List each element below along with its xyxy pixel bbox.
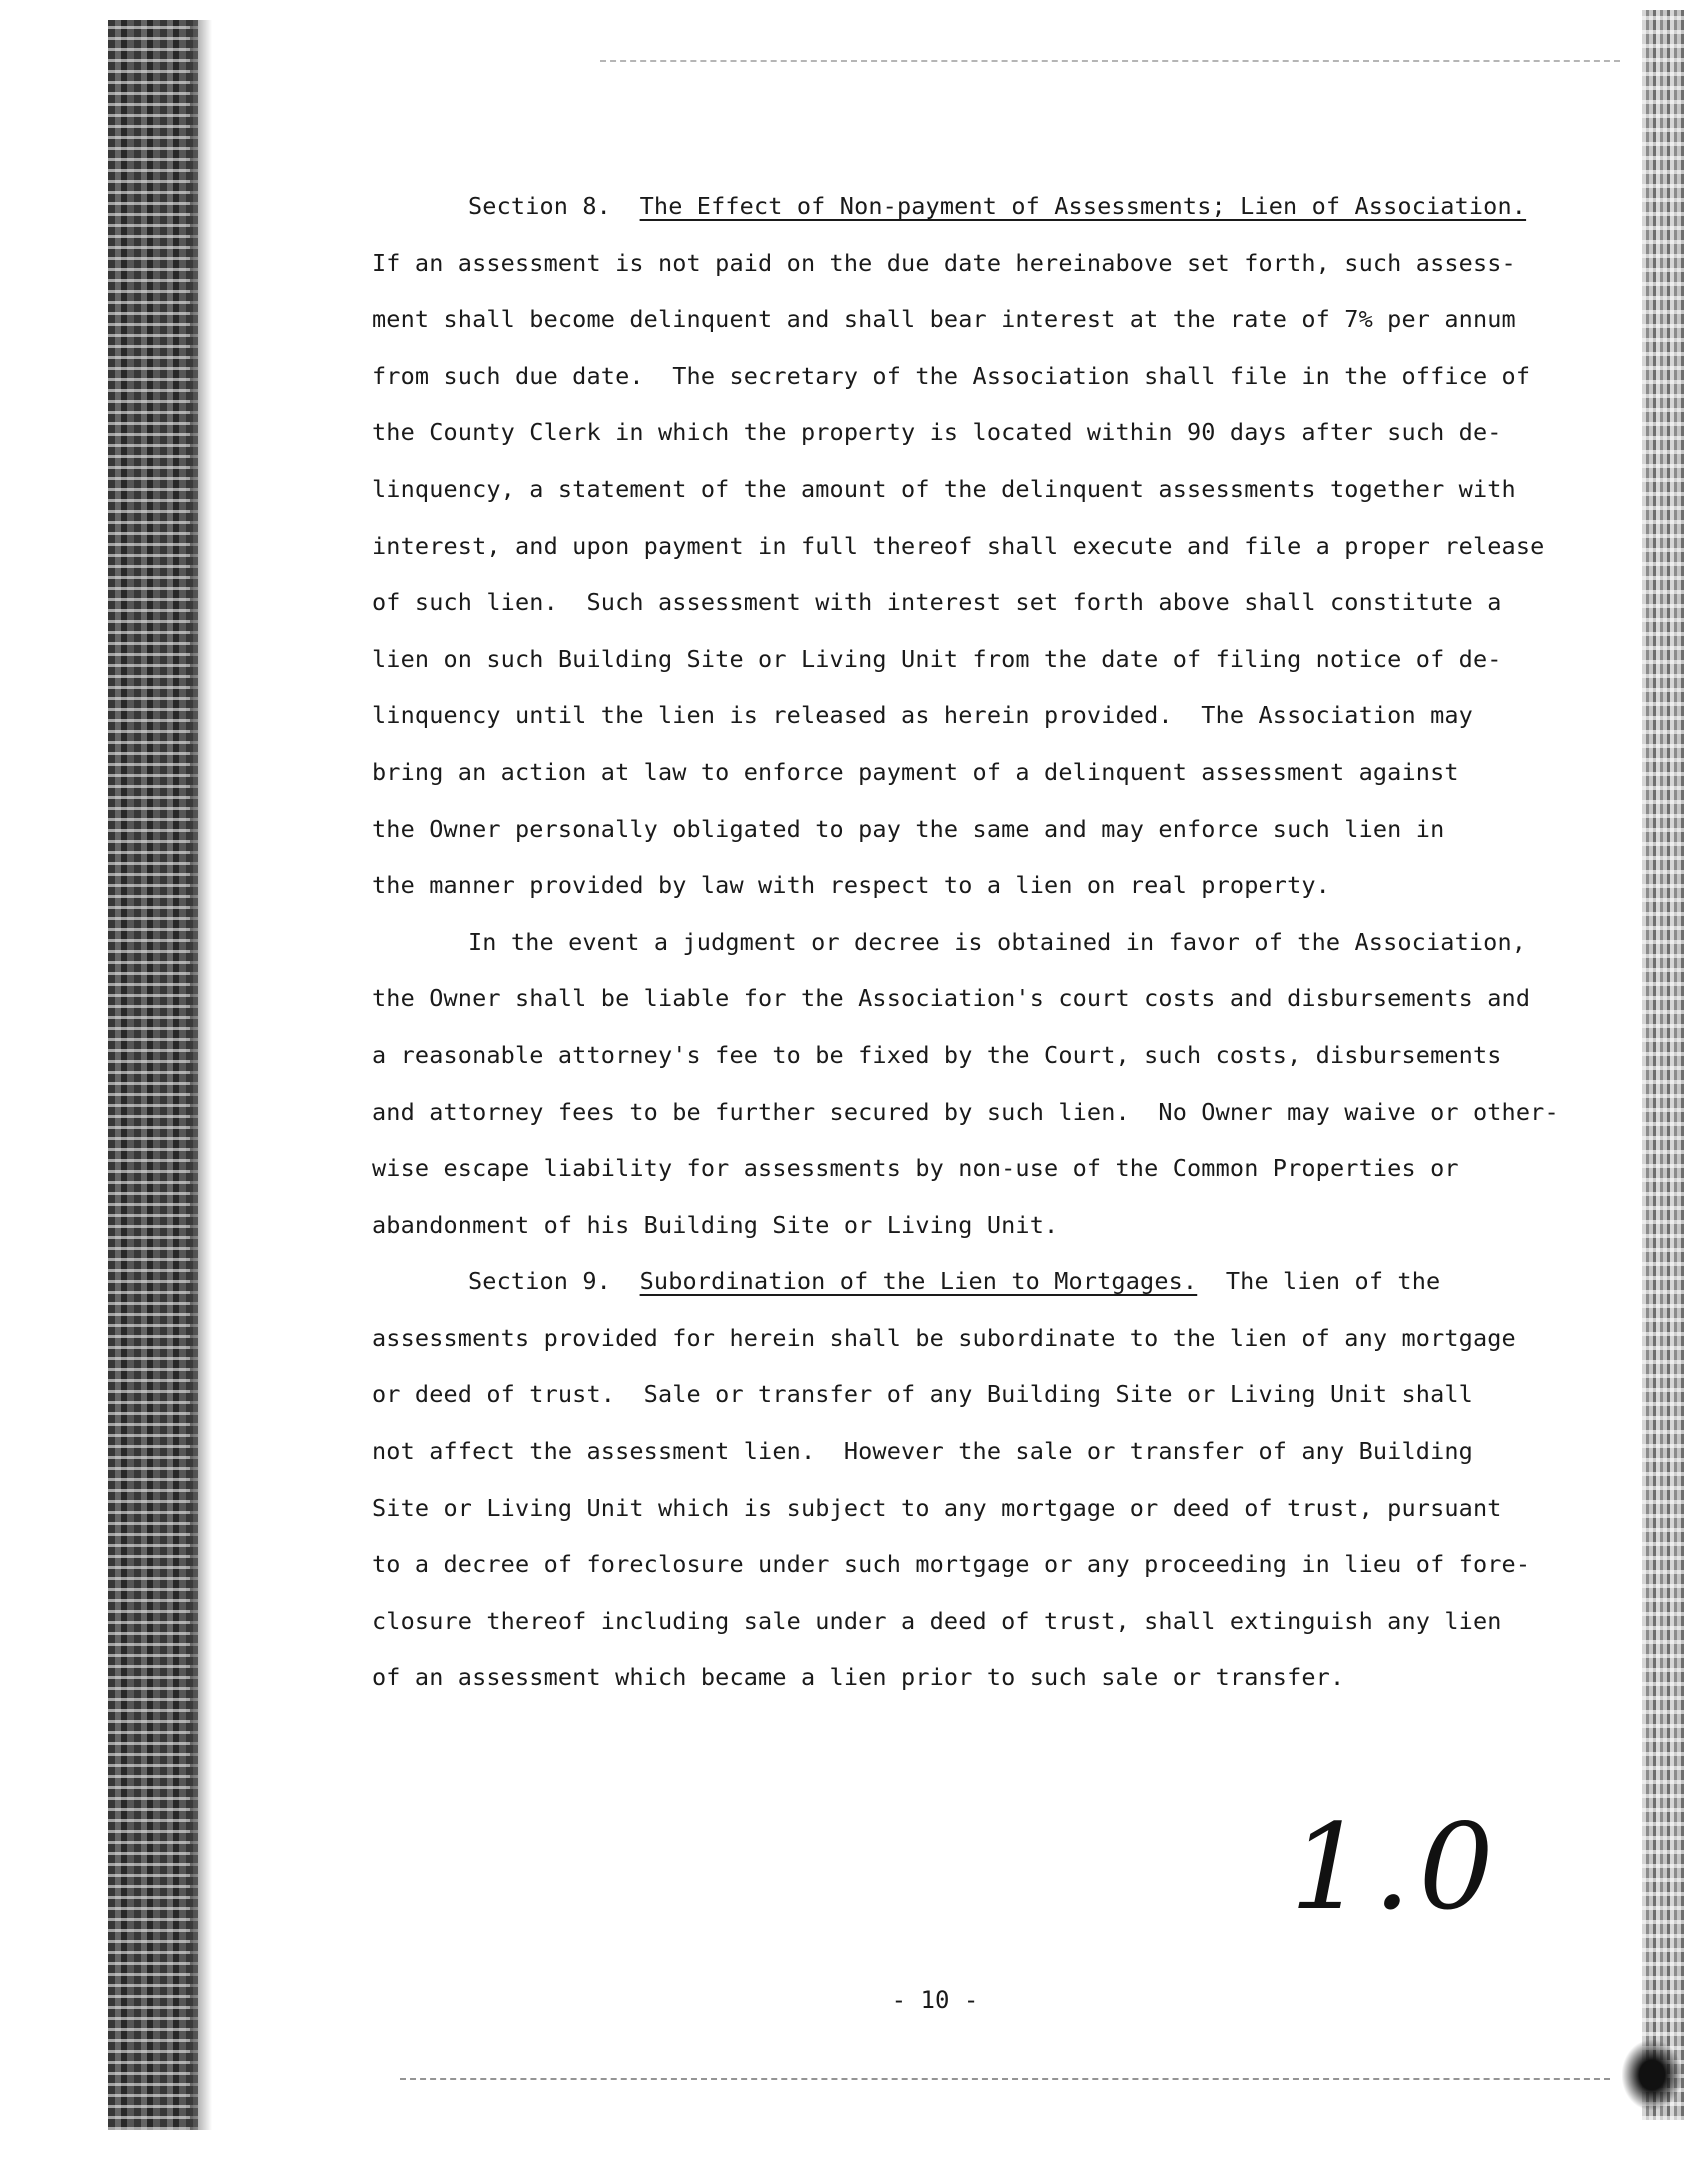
section-8-line: the County Clerk in which the property is located within 90 days after such de- (372, 418, 1502, 447)
section-8-paragraph-2-line: In the event a judgment or decree is obtained in favor of the Association, (468, 927, 1527, 956)
section-9-title: Subordination of the Lien to Mortgages. (639, 1267, 1198, 1296)
section-9-line: closure thereof including sale under a deed of trust, shall extinguish any lien (372, 1606, 1502, 1635)
scan-left-edge-shadow (108, 20, 198, 2130)
section-8-line: of such lien. Such assessment with interest set forth above shall constitute a (372, 588, 1502, 617)
section-9-heading-rest: The lien of the (1225, 1267, 1441, 1296)
section-8-title: The Effect of Non-payment of Assessments; Lien of Association. (639, 192, 1527, 220)
section-9-line: or deed of trust. Sale or transfer of any Building Site or Living Unit shall (372, 1380, 1473, 1409)
section-8-line: linquency until the lien is released as herein provided. The Association may (372, 701, 1473, 730)
document-body (372, 178, 1622, 1706)
section-8-line: the manner provided by law with respect to a lien on real property. (372, 871, 1330, 900)
scan-right-edge-shadow (1642, 10, 1684, 2120)
section-8-paragraph-2-line: the Owner shall be liable for the Association's court costs and disbursements and (372, 984, 1531, 1013)
section-8-line: If an assessment is not paid on the due date hereinabove set forth, such assess- (372, 248, 1516, 277)
section-9-heading (372, 1253, 1622, 1310)
section-8-paragraph-2-line: and attorney fees to be further secured by such lien. No Owner may waive or other- (372, 1097, 1559, 1126)
section-9-line: to a decree of foreclosure under such mortgage or any proceeding in lieu of fore- (372, 1550, 1531, 1579)
section-8-label: Section 8. (468, 192, 611, 220)
section-9-line: not affect the assessment lien. However the sale or transfer of any Building (372, 1437, 1473, 1466)
section-9-line: Site or Living Unit which is subject to any mortgage or deed of trust, pursuant (372, 1493, 1502, 1522)
scan-corner-blot (1622, 2040, 1682, 2110)
handwritten-page-number: 1.0 (1290, 1798, 1502, 1936)
section-8-line: ment shall become delinquent and shall bear interest at the rate of 7% per annum (372, 305, 1516, 334)
section-8-line: interest, and upon payment in full thereof shall execute and file a proper release (372, 531, 1545, 560)
scan-left-edge-fade (190, 20, 212, 2130)
section-8-paragraph-2-line: a reasonable attorney's fee to be fixed by the Court, such costs, disbursements (372, 1040, 1502, 1069)
section-8-heading (372, 178, 1622, 235)
scan-bottom-artifact-line (400, 2078, 1610, 2080)
section-8-line: the Owner personally obligated to pay the same and may enforce such lien in (372, 814, 1445, 843)
section-8-line: linquency, a statement of the amount of the delinquent assessments together with (372, 474, 1516, 503)
section-8-paragraph-2-line: wise escape liability for assessments by non-use of the Common Properties or (372, 1154, 1459, 1183)
section-8-line: from such due date. The secretary of the Association shall file in the office of (372, 361, 1531, 390)
section-8-line: bring an action at law to enforce payment of a delinquent assessment against (372, 757, 1459, 786)
section-8-paragraph-2-line: abandonment of his Building Site or Living Unit. (372, 1210, 1059, 1239)
section-9-line: assessments provided for herein shall be subordinate to the lien of any mortgage (372, 1323, 1516, 1352)
section-8-line: lien on such Building Site or Living Unit from the date of filing notice of de- (372, 644, 1502, 673)
section-9-line: of an assessment which became a lien prior to such sale or transfer. (372, 1663, 1345, 1692)
scan-top-artifact-line (600, 60, 1620, 62)
section-9-label: Section 9. (468, 1267, 611, 1296)
page-number: - 10 - (891, 1986, 979, 2014)
